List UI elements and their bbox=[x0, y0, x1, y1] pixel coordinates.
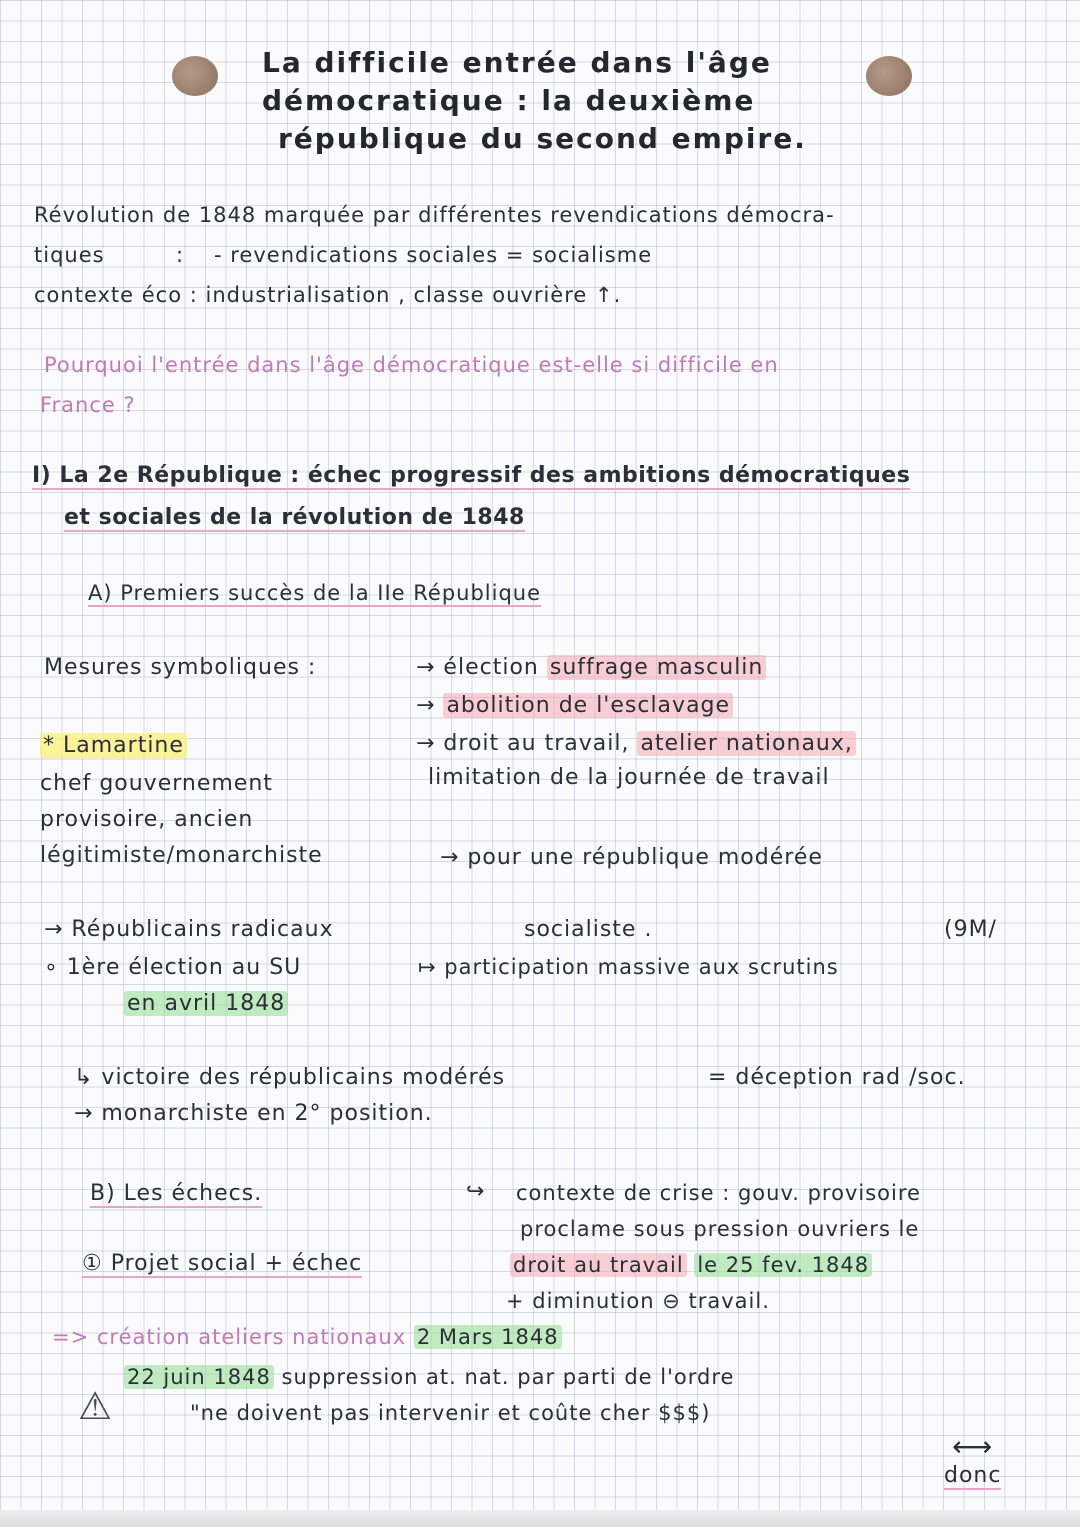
page-bottom-edge bbox=[0, 1510, 1080, 1527]
creation-date-highlight: 2 Mars 1848 bbox=[414, 1325, 562, 1349]
mesure-2-prefix: → bbox=[416, 693, 436, 718]
double-arrow-icon: ⟷ bbox=[952, 1430, 994, 1463]
subsection-a-heading-text: A) Premiers succès de la IIe République bbox=[88, 581, 542, 605]
question-line-1: Pourquoi l'entrée dans l'âge démocratique est-elle si difficile en bbox=[44, 353, 779, 377]
contexte-crise-2: proclame sous pression ouvriers le bbox=[520, 1217, 920, 1241]
section-1-heading-text-2: et sociales de la révolution de 1848 bbox=[64, 505, 525, 530]
contexte-crise-3 bbox=[510, 1254, 872, 1277]
lamartine-line-2: chef gouvernement bbox=[40, 771, 273, 796]
section-1-heading-line-2 bbox=[64, 506, 525, 530]
projet-social-item bbox=[82, 1252, 362, 1276]
suppression-date-highlight: 22 juin 1848 bbox=[124, 1365, 274, 1389]
mesure-2 bbox=[416, 694, 733, 718]
mesure-3-prefix: → droit au travail, bbox=[416, 731, 630, 756]
subsection-b-heading-text: B) Les échecs. bbox=[90, 1181, 263, 1206]
binder-hole-right-icon bbox=[866, 56, 912, 96]
curved-arrow-icon: ↪ bbox=[466, 1179, 486, 1204]
nine-million-note: (9M/ bbox=[944, 917, 997, 942]
contexte-crise-4: + diminution ⊖ travail. bbox=[506, 1289, 770, 1313]
republique-moderee: → pour une république modérée bbox=[440, 845, 823, 870]
binder-hole-left-icon bbox=[172, 56, 218, 96]
section-1-heading-text-1: I) La 2e République : échec progressif des ambitions démocratiques bbox=[32, 463, 911, 488]
mesure-1-highlight: suffrage masculin bbox=[547, 655, 767, 680]
mesure-2-highlight: abolition de l'esclavage bbox=[443, 693, 733, 718]
monarchiste-position: → monarchiste en 2° position. bbox=[74, 1101, 433, 1126]
mesure-1 bbox=[416, 656, 766, 680]
intro-line-2c: - revendications sociales = socialisme bbox=[214, 243, 653, 267]
intro-line-1: Révolution de 1848 marquée par différentes revendications démocra- bbox=[34, 203, 835, 227]
question-line-2: France ? bbox=[40, 393, 136, 417]
intro-line-2b: : bbox=[176, 243, 185, 267]
deception-rad-soc: = déception rad /soc. bbox=[708, 1065, 966, 1090]
subsection-a-heading bbox=[88, 582, 541, 605]
contexte-crise-1: contexte de crise : gouv. provisoire bbox=[516, 1181, 921, 1205]
page-title-line-1: La difficile entrée dans l'âge bbox=[262, 46, 772, 79]
lamartine-label bbox=[40, 734, 187, 758]
socialiste-label: socialiste . bbox=[524, 917, 653, 942]
creation-ateliers-text: => création ateliers nationaux bbox=[52, 1325, 407, 1349]
warning-icon: ⚠ bbox=[78, 1384, 114, 1428]
participation-massive: ↦ participation massive aux scrutins bbox=[418, 955, 839, 979]
date-25-fev-highlight: le 25 fev. 1848 bbox=[694, 1253, 872, 1277]
mesures-label: Mesures symboliques : bbox=[44, 655, 317, 680]
donc-text: donc bbox=[944, 1463, 1002, 1488]
droit-au-travail-highlight: droit au travail bbox=[510, 1253, 687, 1277]
mesure-1-prefix: → élection bbox=[416, 655, 539, 680]
mesure-4: limitation de la journée de travail bbox=[428, 765, 830, 790]
election-date-text: en avril 1848 bbox=[124, 991, 288, 1016]
page-title-line-3: république du second empire. bbox=[278, 122, 807, 155]
election-date bbox=[124, 992, 288, 1016]
suppression-line bbox=[124, 1366, 734, 1389]
victoire-moderes: ↳ victoire des républicains modérés bbox=[74, 1065, 506, 1090]
section-1-heading-line-1 bbox=[32, 464, 910, 488]
projet-social-text: ① Projet social + échec bbox=[82, 1251, 363, 1276]
suppression-text: suppression at. nat. par parti de l'ordre bbox=[281, 1365, 735, 1389]
creation-ateliers bbox=[52, 1326, 562, 1349]
intro-line-2a: tiques bbox=[34, 243, 105, 267]
ne-doivent-pas: "ne doivent pas intervenir et coûte cher $$$) bbox=[190, 1401, 711, 1425]
mesure-3-highlight: atelier nationaux, bbox=[637, 731, 855, 756]
mesure-3 bbox=[416, 732, 856, 756]
lamartine-name: * Lamartine bbox=[40, 733, 187, 758]
lamartine-line-3: provisoire, ancien bbox=[40, 807, 254, 832]
lamartine-line-4: légitimiste/monarchiste bbox=[40, 843, 323, 868]
intro-line-3: contexte éco : industrialisation , classe ouvrière ↑. bbox=[34, 283, 622, 307]
republicains-radicaux: → Républicains radicaux bbox=[44, 917, 334, 942]
premiere-election: ∘ 1ère élection au SU bbox=[44, 955, 302, 980]
donc-label bbox=[944, 1464, 1001, 1488]
page-title-line-2: démocratique : la deuxième bbox=[262, 84, 756, 117]
subsection-b-heading bbox=[90, 1182, 262, 1206]
